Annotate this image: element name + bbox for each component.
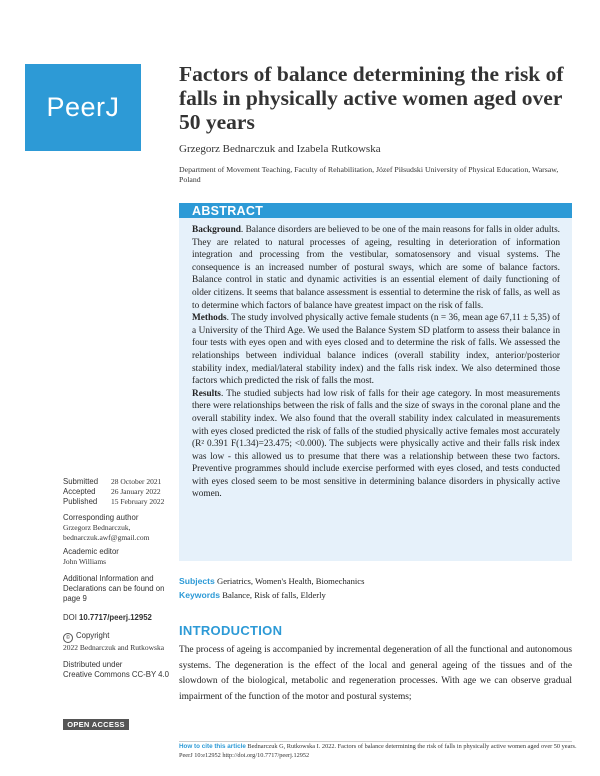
subjects-line [179, 576, 364, 586]
academic-editor-block: Academic editor John Williams [63, 547, 173, 567]
accepted-date: 26 January 2022 [111, 487, 161, 496]
copyright-block: © Copyright 2022 Bednarczuk and Rutkowska [63, 631, 173, 653]
corresponding-email[interactable]: bednarczuk.awf@gmail.com [63, 533, 150, 542]
citation-label: How to cite this article [179, 743, 246, 750]
keywords-text: Balance, Risk of falls, Elderly [222, 590, 326, 600]
corresponding-author-block: Corresponding author Grzegorz Bednarczuk, bednarczuk.awf@gmail.com [63, 513, 173, 543]
license-link[interactable]: Creative Commons CC-BY 4.0 [63, 670, 170, 679]
corresponding-name: Grzegorz Bednarczuk, [63, 523, 131, 532]
results-label: Results [192, 388, 221, 399]
abstract-methods: Methods. The study involved physically active female students (n = 36, mean age 67,11 ± 5,35) of a University of the Third Age. We used the Balance System SD platform to assess their balance in four tests with eyes open and with eyes closed and to determine the risk of falls. We assessed the relationships between individual balance indices (overall stability index, anterior/posterior stability index, medial/lateral stability index) and the falls risk index. We also determined those factors which predicted the risk of falls the most. [192, 313, 560, 387]
abstract-heading: ABSTRACT [192, 204, 264, 218]
copyright-holders: 2022 Bednarczuk and Rutkowska [63, 643, 165, 652]
keywords-label: Keywords [179, 590, 221, 600]
subjects-label: Subjects [179, 576, 215, 586]
abstract-results: Results. The studied subjects had low risk of falls for their age category. In most measurements there were relationships between the risk of falls and the size of sways in the coronal plane and the overall stability index. We also found that the overall stability index calculated in measurements with eyes closed predicted the risk of falls of the studied physically active females most accurately (R² 0.391 F(1.34)=23.475; <0.000). The subjects were physically active and their falls risk index was low - this allowed us to presume that there was a relationship between these two factors. Preventive programmes should include exercise performed with eyes closed, and tests conducted with eyes closed seem to be most sensitive in determining balance disorders in physically active women. [192, 388, 560, 500]
article-title: Factors of balance determining the risk of falls in physically active women aged over 50 years [179, 62, 564, 134]
submitted-date: 28 October 2021 [111, 477, 162, 486]
peerj-logo [25, 64, 141, 151]
open-access-badge: OPEN ACCESS [63, 719, 129, 730]
introduction-heading: INTRODUCTION [179, 623, 283, 638]
published-date: 15 February 2022 [111, 497, 165, 506]
abstract-body [192, 224, 560, 501]
copyright-icon: © [63, 633, 73, 643]
abstract-background: Background. Balance disorders are believed to be one of the main reasons for falls in older adults. They are related to natural processes of ageing, resulting in deterioration of information integration and processing from the vestibular, somatosensory and visual systems. The consequence is an increased number of postural sways, which are some of balance factors. Balance control in static and dynamic activities is an essential element of daily functioning of older citizens. It seems that balance assessment is essential to determine the risk of falls, as well as to determine which factors of balance have greatest impact on the risk of falls. [192, 225, 561, 311]
background-label: Background [192, 225, 241, 235]
citation-footer [179, 742, 579, 760]
license-block: Distributed under Creative Commons CC-BY 4.0 [63, 660, 173, 680]
editor-name: John Williams [63, 557, 107, 566]
doi-block: DOI 10.7717/peerj.12952 [63, 613, 152, 622]
affiliation: Department of Movement Teaching, Faculty of Rehabilitation, Józef Piłsudski University of Physical Education, Warsaw, Poland [179, 165, 559, 184]
doi-link[interactable]: 10.7717/peerj.12952 [79, 613, 152, 622]
citation-text: Bednarczuk G, Rutkowska I. 2022. Factors of balance determining the risk of falls in physically active women aged over 50 years. PeerJ 10:e12952 http://doi.org/10.7717/peerj.12952 [179, 743, 577, 759]
dates-block: Submitted 28 October 2021 Accepted 26 January 2022 Published 15 February 2022 [63, 477, 165, 506]
keywords-line [179, 590, 326, 600]
subjects-text[interactable]: Geriatrics, Women's Health, Biomechanics [216, 576, 365, 586]
methods-label: Methods [192, 313, 227, 324]
introduction-text: The process of ageing is accompanied by incremental degeneration of all the functional and autonomous systems. The degeneration is the effect of the local and general ageing of the tissues and of the slowdown of the biological, metabolic and regeneration processes. With age we can observe gradual impairment of the function of the motor and postural systems; [179, 645, 572, 702]
logo-text: PeerJ [46, 92, 120, 122]
authors: Grzegorz Bednarczuk and Izabela Rutkowska [179, 143, 381, 155]
additional-info[interactable]: Additional Information and Declarations can be found on page 9 [63, 574, 165, 603]
abstract-header [179, 203, 572, 218]
